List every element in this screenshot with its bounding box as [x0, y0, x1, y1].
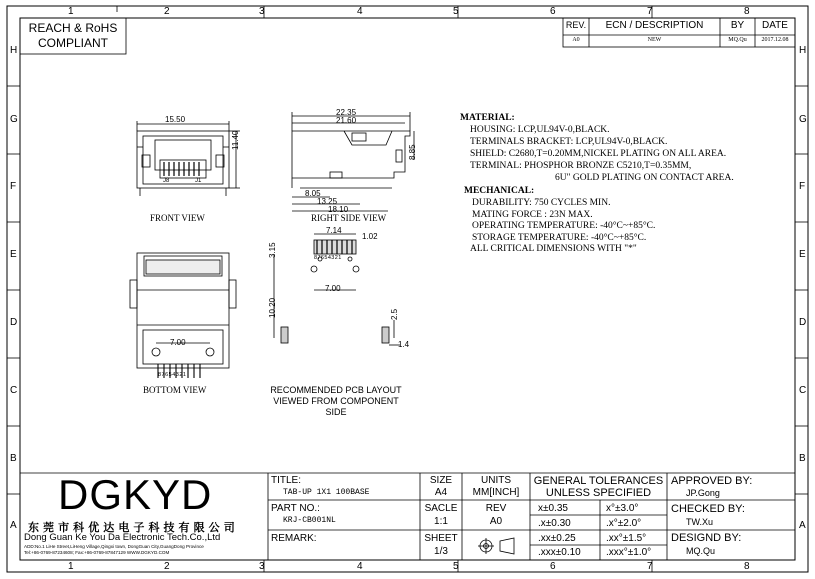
mechanical-line-4: STORAGE TEMPERATURE: -40°C~+85°C. [472, 233, 647, 243]
rev-header-date: DATE [762, 20, 788, 31]
rev-row-rev: A0 [572, 37, 580, 43]
zone-col-4: 4 [357, 6, 363, 17]
approved-value: JP.Gong [686, 488, 720, 498]
compliance-line-1: REACH & RoHS [28, 21, 118, 35]
zone-row-a: A [10, 520, 17, 531]
dim-pcb-pad: 2.5 [390, 308, 399, 320]
label-front-j8: J8 [163, 178, 170, 184]
zone-col-5: 5 [453, 6, 459, 17]
dim-side-8-05: 8.05 [305, 189, 321, 198]
tolerance-linear-0: x±0.35 [538, 503, 568, 514]
dim-side-total: 22.35 [336, 108, 357, 117]
designed-value: MQ.Qu [686, 546, 716, 556]
size-label: SIZE [429, 475, 453, 486]
dim-bottom-pitch: 7.00 [170, 338, 186, 347]
tolerance-angular-1: .x°±2.0° [606, 518, 642, 529]
zone-row-b-right: B [799, 453, 806, 464]
mechanical-line-3: OPERATING TEMPERATURE: -40°C~+85°C. [472, 221, 656, 231]
rev-header-description: ECN / DESCRIPTION [605, 20, 704, 31]
caption-pcb-line-2: VIEWED FROM COMPONENT SIDE [273, 396, 399, 417]
dim-front-height: 11.40 [231, 130, 240, 150]
material-line-5: 6U" GOLD PLATING ON CONTACT AREA. [555, 173, 734, 183]
zone-row-f-right: F [799, 181, 806, 192]
zone-row-c-right: C [799, 385, 807, 396]
title-label: TITLE: [271, 475, 302, 486]
zone-col-3-bottom: 3 [259, 561, 265, 572]
zone-row-g: G [10, 114, 18, 125]
mechanical-line-5: ALL CRITICAL DIMENSIONS WITH "*" [470, 244, 637, 254]
zone-col-8: 8 [744, 6, 750, 17]
remark-label: REMARK: [271, 533, 317, 544]
label-bottom-pins: 87654321 [158, 372, 187, 378]
designed-label: DESIGND BY: [671, 532, 742, 544]
zone-row-d: D [10, 317, 18, 328]
part-label: PART NO.: [271, 503, 320, 514]
dim-pcb-width: 7.14 [326, 226, 342, 235]
material-line-2: TERMINALS BRACKET: LCP,UL94V-0,BLACK. [470, 137, 668, 147]
tolerance-angular-2: .xx°±1.5° [606, 533, 647, 544]
zone-col-2-bottom: 2 [164, 561, 170, 572]
zone-row-e-right: E [799, 249, 806, 260]
company-logo: DGKYD [58, 471, 213, 518]
company-name-cn: 东 莞 市 科 优 达 电 子 科 技 有 限 公 司 [28, 522, 236, 534]
zone-row-b: B [10, 453, 17, 464]
dim-pcb-mid: 7.00 [325, 284, 341, 293]
zone-row-f: F [10, 181, 17, 192]
dim-pcb-height: 10.20 [268, 297, 277, 318]
zone-col-1-bottom: 1 [68, 561, 74, 572]
zone-col-2: 2 [164, 6, 170, 17]
tolerance-title-2: UNLESS SPECIFIED [545, 487, 652, 499]
company-address: ADD:No.1 LiHe Street,LiHeng Village,Qingxi town, DongGuan City,GuangDong Province [24, 544, 204, 549]
dim-pcb-pitch: 1.02 [362, 232, 378, 241]
zone-row-g-right: G [799, 114, 807, 125]
zone-col-6: 6 [550, 6, 556, 17]
dim-pcb-top: 3.15 [268, 242, 277, 258]
rev-header-rev: REV. [565, 20, 587, 30]
zone-col-3: 3 [259, 6, 265, 17]
units-label: UNITS [481, 475, 511, 486]
dim-side-body: 21.60 [336, 116, 357, 125]
bottom-view-drawing [130, 253, 236, 378]
dim-pcb-pad-width: 1.4 [398, 340, 410, 349]
tolerance-linear-3: .xxx±0.10 [538, 547, 581, 558]
caption-bottom-view: BOTTOM VIEW [143, 385, 207, 395]
caption-side-view: RIGHT SIDE VIEW [311, 213, 387, 223]
rev-label: REV [485, 503, 507, 514]
label-pcb-pins: 87654321 [314, 255, 342, 261]
company-name-en: Dong Guan Ke You Da Electronic Tech.Co.,Ltd [24, 532, 221, 543]
zone-row-a-right: A [799, 520, 806, 531]
rev-row-by: MQ.Qu [728, 37, 747, 43]
material-line-4: TERMINAL: PHOSPHOR BRONZE C5210,T=0.35MM, [470, 161, 692, 171]
rev-row-date: 2017.12.08 [761, 37, 789, 43]
compliance-label [20, 21, 126, 51]
caption-pcb-layout [262, 385, 410, 418]
approved-label: APPROVED BY: [671, 475, 753, 487]
front-view-drawing [137, 121, 240, 196]
label-front-j1: J1 [195, 178, 202, 184]
zone-col-4-bottom: 4 [357, 561, 363, 572]
zone-col-6-bottom: 6 [550, 561, 556, 572]
material-title: MATERIAL: [460, 113, 515, 123]
zone-col-7: 7 [647, 6, 653, 17]
scale-value: 1:1 [434, 516, 448, 527]
zone-col-5-bottom: 5 [453, 561, 459, 572]
rev-value: A0 [489, 516, 503, 527]
material-line-3: SHIELD: C2680,T=0.20MM,NICKEL PLATING ON ALL AREA. [470, 149, 727, 159]
checked-value: TW.Xu [686, 517, 714, 527]
units-value: MM[INCH] [472, 487, 520, 498]
zone-row-d-right: D [799, 317, 807, 328]
dim-side-height: 8.85 [408, 144, 417, 160]
zone-row-h-right: H [799, 45, 807, 56]
mechanical-title: MECHANICAL: [464, 186, 535, 196]
zone-row-e: E [10, 249, 17, 260]
title-value: TAB-UP 1X1 100BASE [283, 488, 370, 497]
dim-front-width: 15.50 [165, 115, 186, 124]
zone-row-c: C [10, 385, 18, 396]
rev-row-description: NEW [647, 37, 662, 43]
zone-col-7-bottom: 7 [647, 561, 653, 572]
size-value: A4 [434, 487, 448, 498]
tolerance-angular-0: x°±3.0° [606, 503, 639, 514]
caption-pcb-line-1: RECOMMENDED PCB LAYOUT [270, 385, 402, 395]
mechanical-line-1: DURABILITY: 750 CYCLES MIN. [472, 198, 611, 208]
rev-header-by: BY [730, 20, 745, 31]
dim-side-13-25: 13.25 [317, 197, 338, 206]
tolerance-linear-1: .x±0.30 [538, 518, 571, 529]
company-contact: Tel:+86-0769-87234608; Fax:+86-0769-87847129 WWW.DGKYD.COM [24, 550, 170, 555]
compliance-line-2: COMPLIANT [37, 36, 108, 50]
checked-label: CHECKED BY: [671, 503, 745, 515]
sheet-label: SHEET [424, 533, 458, 544]
material-line-1: HOUSING: LCP,UL94V-0,BLACK. [470, 125, 610, 135]
tolerance-title-1: GENERAL TOLERANCES [533, 475, 664, 487]
tolerance-linear-2: .xx±0.25 [538, 533, 576, 544]
sheet-value: 1/3 [434, 546, 448, 557]
dim-side-18-10: 18.10 [328, 205, 349, 214]
projection-symbol [478, 538, 514, 554]
scale-label: SACLE [424, 503, 458, 514]
zone-col-1: 1 [68, 6, 74, 17]
tolerance-angular-3: .xxx°±1.0° [606, 547, 652, 558]
zone-row-h: H [10, 45, 18, 56]
caption-front-view: FRONT VIEW [150, 213, 205, 223]
mechanical-line-2: MATING FORCE : 23N MAX. [472, 210, 593, 220]
zone-col-8-bottom: 8 [744, 561, 750, 572]
part-value: KRJ-CB001NL [283, 516, 336, 525]
